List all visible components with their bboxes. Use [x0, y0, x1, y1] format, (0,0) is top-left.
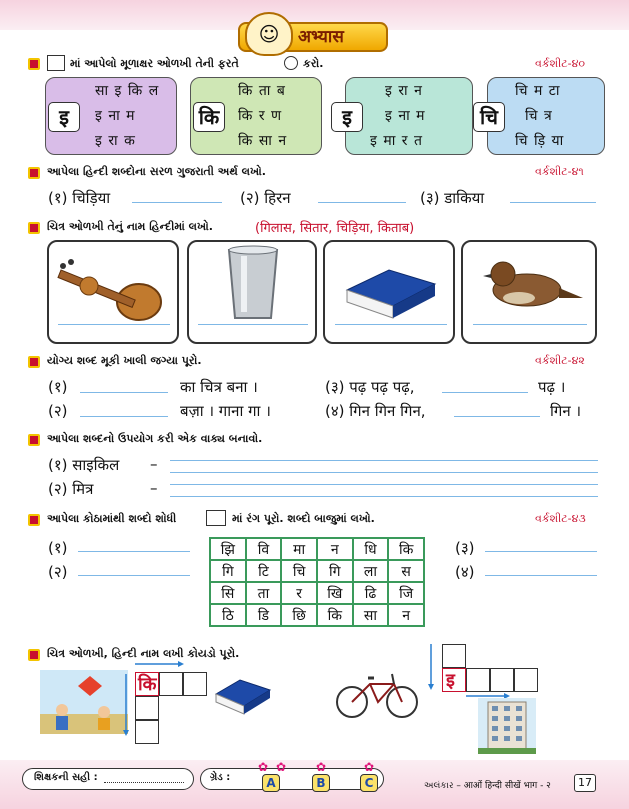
grade-c[interactable]: C — [360, 774, 378, 792]
grid-cell[interactable]: टि — [246, 560, 282, 582]
grid-cell[interactable]: र — [281, 582, 317, 604]
kids-kite-picture — [40, 670, 128, 734]
grid-cell[interactable]: धि — [353, 538, 389, 560]
answer-line[interactable] — [485, 551, 597, 552]
arrow-icon — [426, 640, 516, 702]
answer-line[interactable] — [473, 324, 587, 325]
book-title: અલંકાર – आओं हिन्दी सीखें भाग - २ — [424, 781, 551, 791]
grid-cell[interactable]: मा — [281, 538, 317, 560]
answer-line[interactable] — [170, 484, 598, 485]
page-title: अभ्यास — [298, 27, 344, 47]
grid-cell[interactable]: स — [388, 560, 424, 582]
bullet-icon — [28, 434, 40, 446]
sec4-text-1: का चित्र बना । — [180, 378, 258, 396]
grid-cell[interactable]: न — [388, 604, 424, 626]
page-number: 17 — [574, 774, 596, 792]
sec6-instruction-end: માં રંગ પૂરો. શબ્દો બાજુમાં લખો. — [232, 512, 375, 525]
sec2-item-3: (३) डाकिया — [420, 189, 485, 207]
sec4-text-2: बज़ा । गाना गा । — [180, 402, 271, 420]
worksheet-42: વર્કશીટ-૪૨ — [535, 354, 585, 367]
sec1-instruction-end: કરો. — [303, 57, 324, 70]
card-3-word: इ रा न — [385, 83, 423, 99]
building-icon — [478, 698, 536, 754]
word-search-grid — [209, 537, 425, 627]
card-3-word: इ ना म — [385, 108, 426, 124]
grid-cell[interactable]: ठि — [210, 604, 246, 626]
sec4-num-3: (३) पढ़ पढ़ पढ़, — [325, 378, 415, 396]
grid-cell[interactable]: ढि — [353, 582, 389, 604]
grid-cell[interactable]: वि — [246, 538, 282, 560]
sec5-dash-1: – — [150, 455, 158, 473]
grid-cell[interactable]: झि — [210, 538, 246, 560]
grid-row — [210, 604, 424, 626]
grid-cell[interactable]: न — [317, 538, 353, 560]
grid-cell[interactable]: डि — [246, 604, 282, 626]
picture-frame-sitar — [47, 240, 179, 344]
card-2-word: कि र ण — [238, 108, 283, 124]
card-2-letter[interactable]: कि — [193, 102, 225, 132]
sec6-instruction: આપેલા કોઠામાંથી શબ્દો શોધી — [47, 512, 177, 525]
grid-cell[interactable]: कि — [388, 538, 424, 560]
sec2-instruction: આપેલા હિન્દી શબ્દોના સરળ ગુજરાતી અર્થ લખો. — [47, 165, 266, 178]
card-1-letter[interactable]: इ — [48, 102, 80, 132]
flower-icon: ✿ — [316, 760, 327, 774]
sec5-dash-2: – — [150, 479, 158, 497]
answer-line[interactable] — [78, 575, 190, 576]
grid-cell[interactable]: ला — [353, 560, 389, 582]
answer-line[interactable] — [198, 324, 308, 325]
bullet-icon — [28, 649, 40, 661]
sec5-word-1: (१) साइकिल — [48, 456, 120, 474]
sec6-right-2: (४) — [455, 563, 475, 581]
grade-label: ગ્રેડ : — [210, 772, 231, 783]
grid-cell[interactable]: चि — [281, 560, 317, 582]
crossword-cell[interactable] — [514, 668, 538, 692]
glass-icon — [189, 242, 315, 342]
sec4-instruction: યોગ્ય શબ્દ મૂકી ખાલી જગ્યા પૂરો. — [47, 354, 202, 367]
sec1-instruction: માં આપેલો મૂળાક્ષર ઓળખી તેની ફરતે — [70, 57, 239, 70]
answer-line[interactable] — [170, 460, 598, 461]
card-1-word: इ ना म — [95, 108, 136, 124]
grid-cell[interactable]: खि — [317, 582, 353, 604]
flower-icon: ✿ — [364, 760, 375, 774]
grid-cell[interactable]: सि — [210, 582, 246, 604]
answer-line[interactable] — [335, 324, 447, 325]
picture-frame-glass — [187, 240, 317, 344]
worksheet-41: વર્કશીટ-૪૧ — [535, 165, 584, 178]
card-2-word: कि ता ब — [238, 83, 286, 99]
grid-cell[interactable]: छि — [281, 604, 317, 626]
grid-cell[interactable]: सा — [353, 604, 389, 626]
sec6-left-2: (२) — [48, 563, 68, 581]
sec3-hint: (गिलास, सितार, चिड़िया, किताब) — [255, 221, 415, 236]
sec6-right-1: (३) — [455, 539, 475, 557]
grid-cell[interactable]: गि — [210, 560, 246, 582]
sparrow-icon — [463, 242, 595, 342]
grade-a[interactable]: A — [262, 774, 280, 792]
sec4-text-3: पढ़ । — [538, 378, 566, 396]
boy-reading-icon: ☺ — [245, 12, 293, 56]
worksheet-43: વર્કશીટ-૪૩ — [535, 512, 586, 525]
bullet-icon — [28, 222, 40, 234]
sec3-instruction: ચિત્ર ઓળખી તેનું નામ હિન્દીમાં લખો. — [47, 220, 213, 233]
card-4-word: चि म टा — [515, 83, 561, 99]
square-box-icon — [47, 55, 65, 71]
sec6-left-1: (१) — [48, 539, 68, 557]
sign-line[interactable] — [104, 782, 184, 783]
answer-line[interactable] — [170, 496, 598, 497]
bullet-icon — [28, 58, 40, 70]
answer-line[interactable] — [318, 202, 406, 203]
answer-line[interactable] — [58, 324, 170, 325]
sec4-num-1: (१) — [48, 378, 68, 396]
sec4-num-2: (२) — [48, 402, 68, 420]
sec4-num-4: (४) गिन गिन गिन, — [325, 402, 426, 420]
grid-row — [210, 538, 424, 560]
sec5-word-2: (२) मित्र — [48, 480, 94, 498]
card-4-letter[interactable]: चि — [473, 102, 505, 132]
answer-line[interactable] — [510, 202, 596, 203]
crossword-clue-1: कि — [138, 674, 157, 695]
answer-line[interactable] — [170, 472, 598, 473]
circle-icon — [284, 56, 298, 70]
card-4-word: चि त्र — [525, 108, 553, 124]
answer-line[interactable] — [132, 202, 222, 203]
crossword-clue-2: इ — [446, 670, 455, 691]
sec7-instruction: ચિત્ર ઓળખી, હિન્દી નામ લખી કોયડો પૂરો. — [47, 647, 240, 660]
picture-frame-book — [323, 240, 455, 344]
sec2-item-2: (२) हिरन — [240, 189, 291, 207]
bullet-icon — [28, 514, 40, 526]
card-4-word: चि ड़ि या — [515, 133, 565, 149]
book-icon — [325, 242, 453, 342]
answer-line[interactable] — [442, 392, 528, 393]
book-icon — [212, 672, 274, 716]
picture-frame-sparrow — [461, 240, 597, 344]
teacher-sign-label: શિક્ષકની સહી : — [34, 772, 98, 783]
arrow-icon — [120, 660, 190, 740]
bullet-icon — [28, 356, 40, 368]
flower-icon: ✿ — [258, 760, 269, 774]
grid-cell[interactable]: ता — [246, 582, 282, 604]
sec5-instruction: આપેલા શબ્દનો ઉપયોગ કરી એક વાક્ય બનાવો. — [47, 432, 263, 445]
grid-cell[interactable]: जि — [388, 582, 424, 604]
answer-line[interactable] — [80, 416, 168, 417]
grid-row — [210, 582, 424, 604]
card-3-letter[interactable]: इ — [331, 102, 363, 132]
grade-b[interactable]: B — [312, 774, 330, 792]
grid-row — [210, 560, 424, 582]
answer-line[interactable] — [78, 551, 190, 552]
grid-cell[interactable]: कि — [317, 604, 353, 626]
answer-line[interactable] — [80, 392, 168, 393]
card-3-word: इ मा र त — [370, 133, 423, 149]
sec4-text-4: गिन । — [550, 402, 582, 420]
sec2-item-1: (१) चिड़िया — [48, 189, 111, 207]
card-1-word: इ रा क — [95, 133, 136, 149]
bicycle-icon — [334, 670, 420, 720]
card-1-word: सा इ कि ल — [95, 83, 160, 99]
card-2-word: कि सा न — [238, 133, 288, 149]
answer-line[interactable] — [485, 575, 597, 576]
worksheet-40: વર્કશીટ-૪૦ — [535, 57, 586, 70]
sitar-icon — [49, 242, 177, 342]
flower-icon: ✿ — [276, 760, 287, 774]
square-box-icon — [206, 510, 226, 526]
answer-line[interactable] — [454, 416, 540, 417]
grid-cell[interactable]: गि — [317, 560, 353, 582]
bullet-icon — [28, 167, 40, 179]
